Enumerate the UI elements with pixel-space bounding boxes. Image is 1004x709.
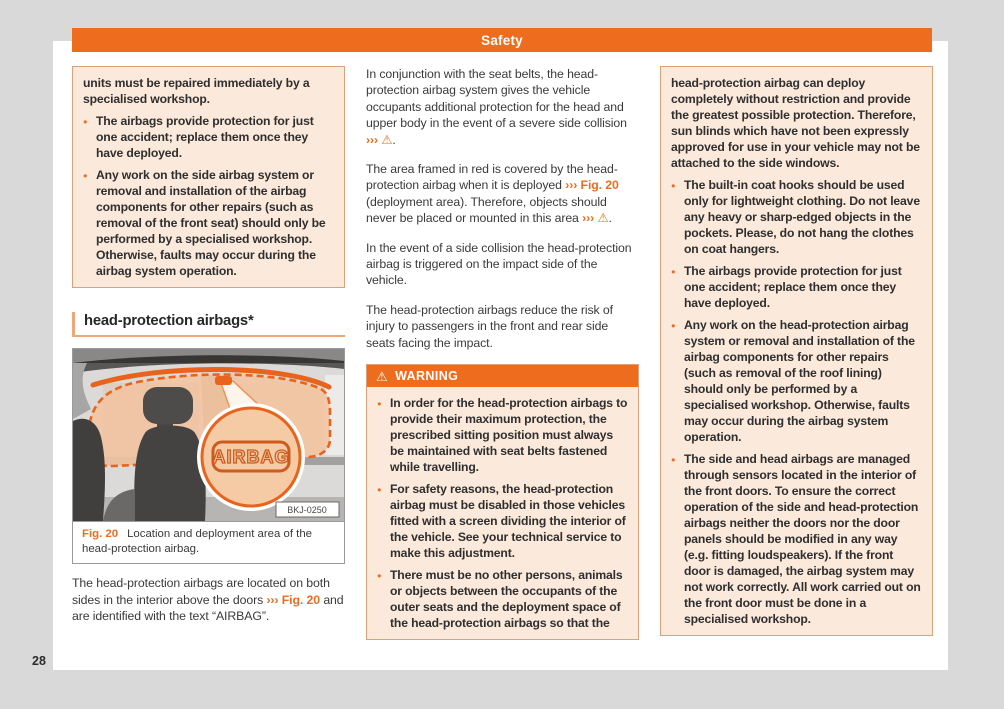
figure-reference: ››› Fig. 20 [266, 592, 320, 607]
list-item: ● The airbags provide protection for just one accident; replace them once they have deployed. [671, 263, 922, 311]
warning-text: units must be repaired immediately by a specialised workshop. [83, 76, 310, 106]
list-item: ● The built-in coat hooks should be used only for lightweight clothing. Do not leave any heavy or sharp-edged objects in the pockets. Please, do not hang the clothes on coat hangers. [671, 177, 922, 257]
list-item: ● Any work on the side airbag system or removal and installation of the airbag components for other repairs (such as removal of the front seat) should only be performed by a specialised workshop. Otherwise, faults may occur during the airbag system operation. [83, 167, 334, 279]
paragraph: The head-protection airbags reduce the risk of injury to passengers in the front and rear side seats facing the impact. [366, 302, 613, 350]
paragraph [366, 66, 639, 148]
text-segment: . [608, 211, 612, 226]
figure-20-image [73, 349, 344, 521]
warning-box-title: WARNING [395, 369, 459, 384]
figure-reference: ››› [366, 132, 382, 147]
airbag-label: AIRBAG [212, 447, 290, 467]
text-segment: The head-protection airbags are located on both sides in the interior above the doors [72, 576, 330, 607]
paragraph [366, 161, 639, 227]
text-segment: The area framed in red is covered by the head-protection airbag when it is deployed [366, 162, 618, 193]
text-segment: In conjunction with the seat belts, the head-protection airbag system gives the vehicle occupants additional protection for the head and upper body in the event of a severe side collision [366, 67, 627, 131]
list-item: ● For safety reasons, the head-protection airbag must be disabled in those vehicles fitted with a screen dividing the interior of the vehicle. See your technical service to make this adjustment. [377, 481, 628, 561]
left-column [72, 66, 345, 637]
warning-box-header [367, 365, 638, 387]
page-header-bar [72, 28, 932, 52]
figure-reference: ››› [582, 211, 598, 226]
warning-text: head-protection airbag can deploy completely without restriction and provide the greatest possible protection. Therefore, sun blinds which have not been expressly approved for use in your vehicle may not be attached to the side windows. [671, 76, 920, 170]
list-item: ● There must be no other persons, animals or objects between the occupants of the outer seats and the deployment space of the head-protection airbags so that the [377, 567, 628, 631]
figure-reference: ››› Fig. 20 [565, 178, 619, 193]
middle-column [366, 66, 639, 640]
warning-continuation-box-right [660, 66, 933, 636]
page-header-title: Safety [481, 32, 523, 48]
paragraph [72, 575, 345, 624]
warning-triangle-icon: ⚠ [597, 211, 609, 226]
figure-image-code: BKJ-0250 [287, 505, 327, 515]
list-item: ● Any work on the head-protection airbag system or removal and installation of the airbag components for other repairs (such as removal of the roof lining) should only be performed by a specialised workshop. Otherwise, faults may occur during the airbag system operation. [671, 317, 922, 445]
text-segment: (deployment area). Therefore, objects should never be placed or mounted in this area [366, 194, 607, 226]
list-item: ● The side and head airbags are managed through sensors located in the interior of the front doors. To ensure the correct operation of the side and head-protection airbags neither the doors nor the door panels should be modified in any way (e.g. fitting loudspeakers). If the front door is damaged, the airbag system may not work correctly. All work carried out on the front door must be done in a specialised workshop. [671, 451, 922, 627]
text-segment: . [392, 132, 396, 147]
warning-box [366, 364, 639, 640]
paragraph: In the event of a side collision the head-protection airbag is triggered on the impact side of the vehicle. [366, 240, 632, 288]
figure-caption-text: Location and deployment area of the head-protection airbag. [82, 528, 313, 555]
page-number: 28 [32, 654, 46, 668]
list-item: ● In order for the head-protection airbags to provide their maximum protection, the prescribed sitting position must always be maintained with seat belts fastened while travelling. [377, 395, 628, 475]
text-segment: and are identified with the text “AIRBAG”. [72, 592, 344, 623]
figure-caption [73, 521, 344, 563]
warning-triangle-icon: ⚠ [376, 368, 389, 384]
figure-20 [72, 348, 345, 564]
right-column [660, 66, 933, 636]
warning-box-body [367, 387, 638, 639]
warning-continuation-box-left [72, 66, 345, 288]
section-heading: head-protection airbags* [72, 312, 345, 337]
warning-triangle-icon: ⚠ [381, 132, 393, 147]
list-item: ● The airbags provide protection for just one accident; replace them once they have deployed. [83, 113, 334, 161]
figure-caption-ref: Fig. 20 [82, 528, 119, 540]
